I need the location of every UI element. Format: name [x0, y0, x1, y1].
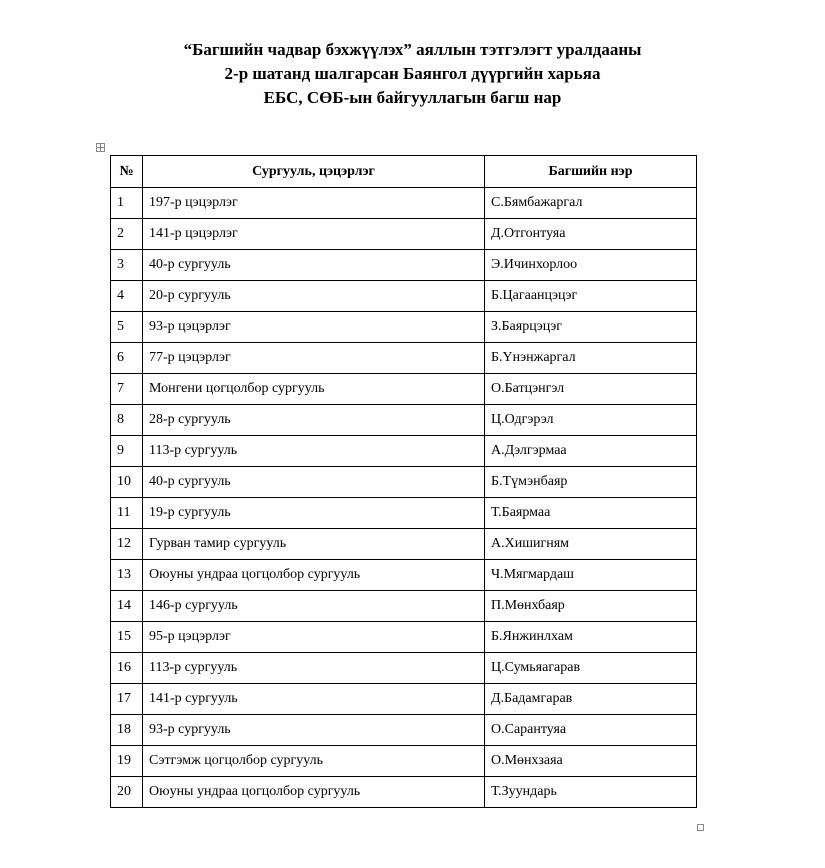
cell-number: 16 [111, 653, 143, 684]
cell-teacher-name: П.Мөнхбаяр [485, 591, 697, 622]
cell-school: 141-р сургууль [143, 684, 485, 715]
cell-school: 20-р сургууль [143, 281, 485, 312]
table-row [111, 560, 697, 591]
table-row [111, 684, 697, 715]
cell-teacher-name: Э.Ичинхорлоо [485, 250, 697, 281]
cell-school: 93-р цэцэрлэг [143, 312, 485, 343]
table-row [111, 405, 697, 436]
cell-number: 5 [111, 312, 143, 343]
cell-teacher-name: Ч.Мягмардаш [485, 560, 697, 591]
cell-school: Монгени цогцолбор сургууль [143, 374, 485, 405]
header-school: Сургууль, цэцэрлэг [143, 156, 485, 188]
cell-number: 13 [111, 560, 143, 591]
cell-number: 3 [111, 250, 143, 281]
title-line-1: “Багшийн чадвар бэхжүүлэх” аяллын тэтгэлэгт уралдааны [183, 40, 642, 59]
cell-teacher-name: Б.Янжинлхам [485, 622, 697, 653]
cell-teacher-name: О.Мөнхзаяа [485, 746, 697, 777]
cell-teacher-name: Ц.Одгэрэл [485, 405, 697, 436]
cell-school: 141-р цэцэрлэг [143, 219, 485, 250]
table-row [111, 498, 697, 529]
cell-school: 40-р сургууль [143, 250, 485, 281]
cell-teacher-name: О.Батцэнгэл [485, 374, 697, 405]
cell-number: 10 [111, 467, 143, 498]
cell-teacher-name: З.Баярцэцэг [485, 312, 697, 343]
cell-school: Гурван тамир сургууль [143, 529, 485, 560]
cell-number: 18 [111, 715, 143, 746]
cell-number: 11 [111, 498, 143, 529]
cell-teacher-name: Т.Баярмаа [485, 498, 697, 529]
cell-school: 113-р сургууль [143, 436, 485, 467]
cell-number: 14 [111, 591, 143, 622]
table-row [111, 591, 697, 622]
cell-number: 2 [111, 219, 143, 250]
cell-teacher-name: Т.Зуундарь [485, 777, 697, 808]
table-row [111, 746, 697, 777]
table-row [111, 653, 697, 684]
cell-school: 113-р сургууль [143, 653, 485, 684]
table-row [111, 219, 697, 250]
cell-number: 9 [111, 436, 143, 467]
cell-teacher-name: Б.Түмэнбаяр [485, 467, 697, 498]
cell-school: 93-р сургууль [143, 715, 485, 746]
table-row [111, 343, 697, 374]
cell-teacher-name: Д.Бадамгарав [485, 684, 697, 715]
teachers-table [110, 155, 697, 808]
four-arrows-icon [97, 144, 104, 151]
cell-number: 1 [111, 188, 143, 219]
header-number: № [111, 156, 143, 188]
title-line-3: ЕБС, СӨБ-ын байгууллагын багш нар [263, 88, 562, 107]
document-title [0, 38, 825, 110]
cell-school: Оюуны ундраа цогцолбор сургууль [143, 777, 485, 808]
cell-school: 95-р цэцэрлэг [143, 622, 485, 653]
cell-teacher-name: Ц.Сумьяагарав [485, 653, 697, 684]
cell-number: 12 [111, 529, 143, 560]
cell-school: 77-р цэцэрлэг [143, 343, 485, 374]
table-row [111, 250, 697, 281]
table-resize-handle-icon[interactable] [697, 824, 704, 831]
table-row [111, 777, 697, 808]
cell-teacher-name: Б.Үнэнжаргал [485, 343, 697, 374]
table-row [111, 374, 697, 405]
table-row [111, 312, 697, 343]
cell-teacher-name: С.Бямбажаргал [485, 188, 697, 219]
cell-number: 19 [111, 746, 143, 777]
cell-teacher-name: Д.Отгонтуяа [485, 219, 697, 250]
cell-number: 4 [111, 281, 143, 312]
cell-school: Сэтгэмж цогцолбор сургууль [143, 746, 485, 777]
cell-teacher-name: Б.Цагаанцэцэг [485, 281, 697, 312]
table-move-handle-icon[interactable] [96, 143, 105, 152]
table-header-row [111, 156, 697, 188]
cell-teacher-name: А.Дэлгэрмаа [485, 436, 697, 467]
table-row [111, 436, 697, 467]
header-teacher-name: Багшийн нэр [485, 156, 697, 188]
cell-school: 19-р сургууль [143, 498, 485, 529]
table-row [111, 529, 697, 560]
table-row [111, 715, 697, 746]
cell-school: Оюуны ундраа цогцолбор сургууль [143, 560, 485, 591]
table-row [111, 188, 697, 219]
cell-school: 28-р сургууль [143, 405, 485, 436]
cell-number: 17 [111, 684, 143, 715]
table-row [111, 281, 697, 312]
cell-number: 8 [111, 405, 143, 436]
cell-school: 40-р сургууль [143, 467, 485, 498]
table-row [111, 622, 697, 653]
cell-teacher-name: О.Сарантуяа [485, 715, 697, 746]
cell-school: 197-р цэцэрлэг [143, 188, 485, 219]
title-line-2: 2-р шатанд шалгарсан Баянгол дүүргийн харьяа [224, 64, 601, 83]
cell-teacher-name: А.Хишигням [485, 529, 697, 560]
cell-number: 6 [111, 343, 143, 374]
cell-number: 15 [111, 622, 143, 653]
cell-number: 20 [111, 777, 143, 808]
table-row [111, 467, 697, 498]
cell-number: 7 [111, 374, 143, 405]
cell-school: 146-р сургууль [143, 591, 485, 622]
